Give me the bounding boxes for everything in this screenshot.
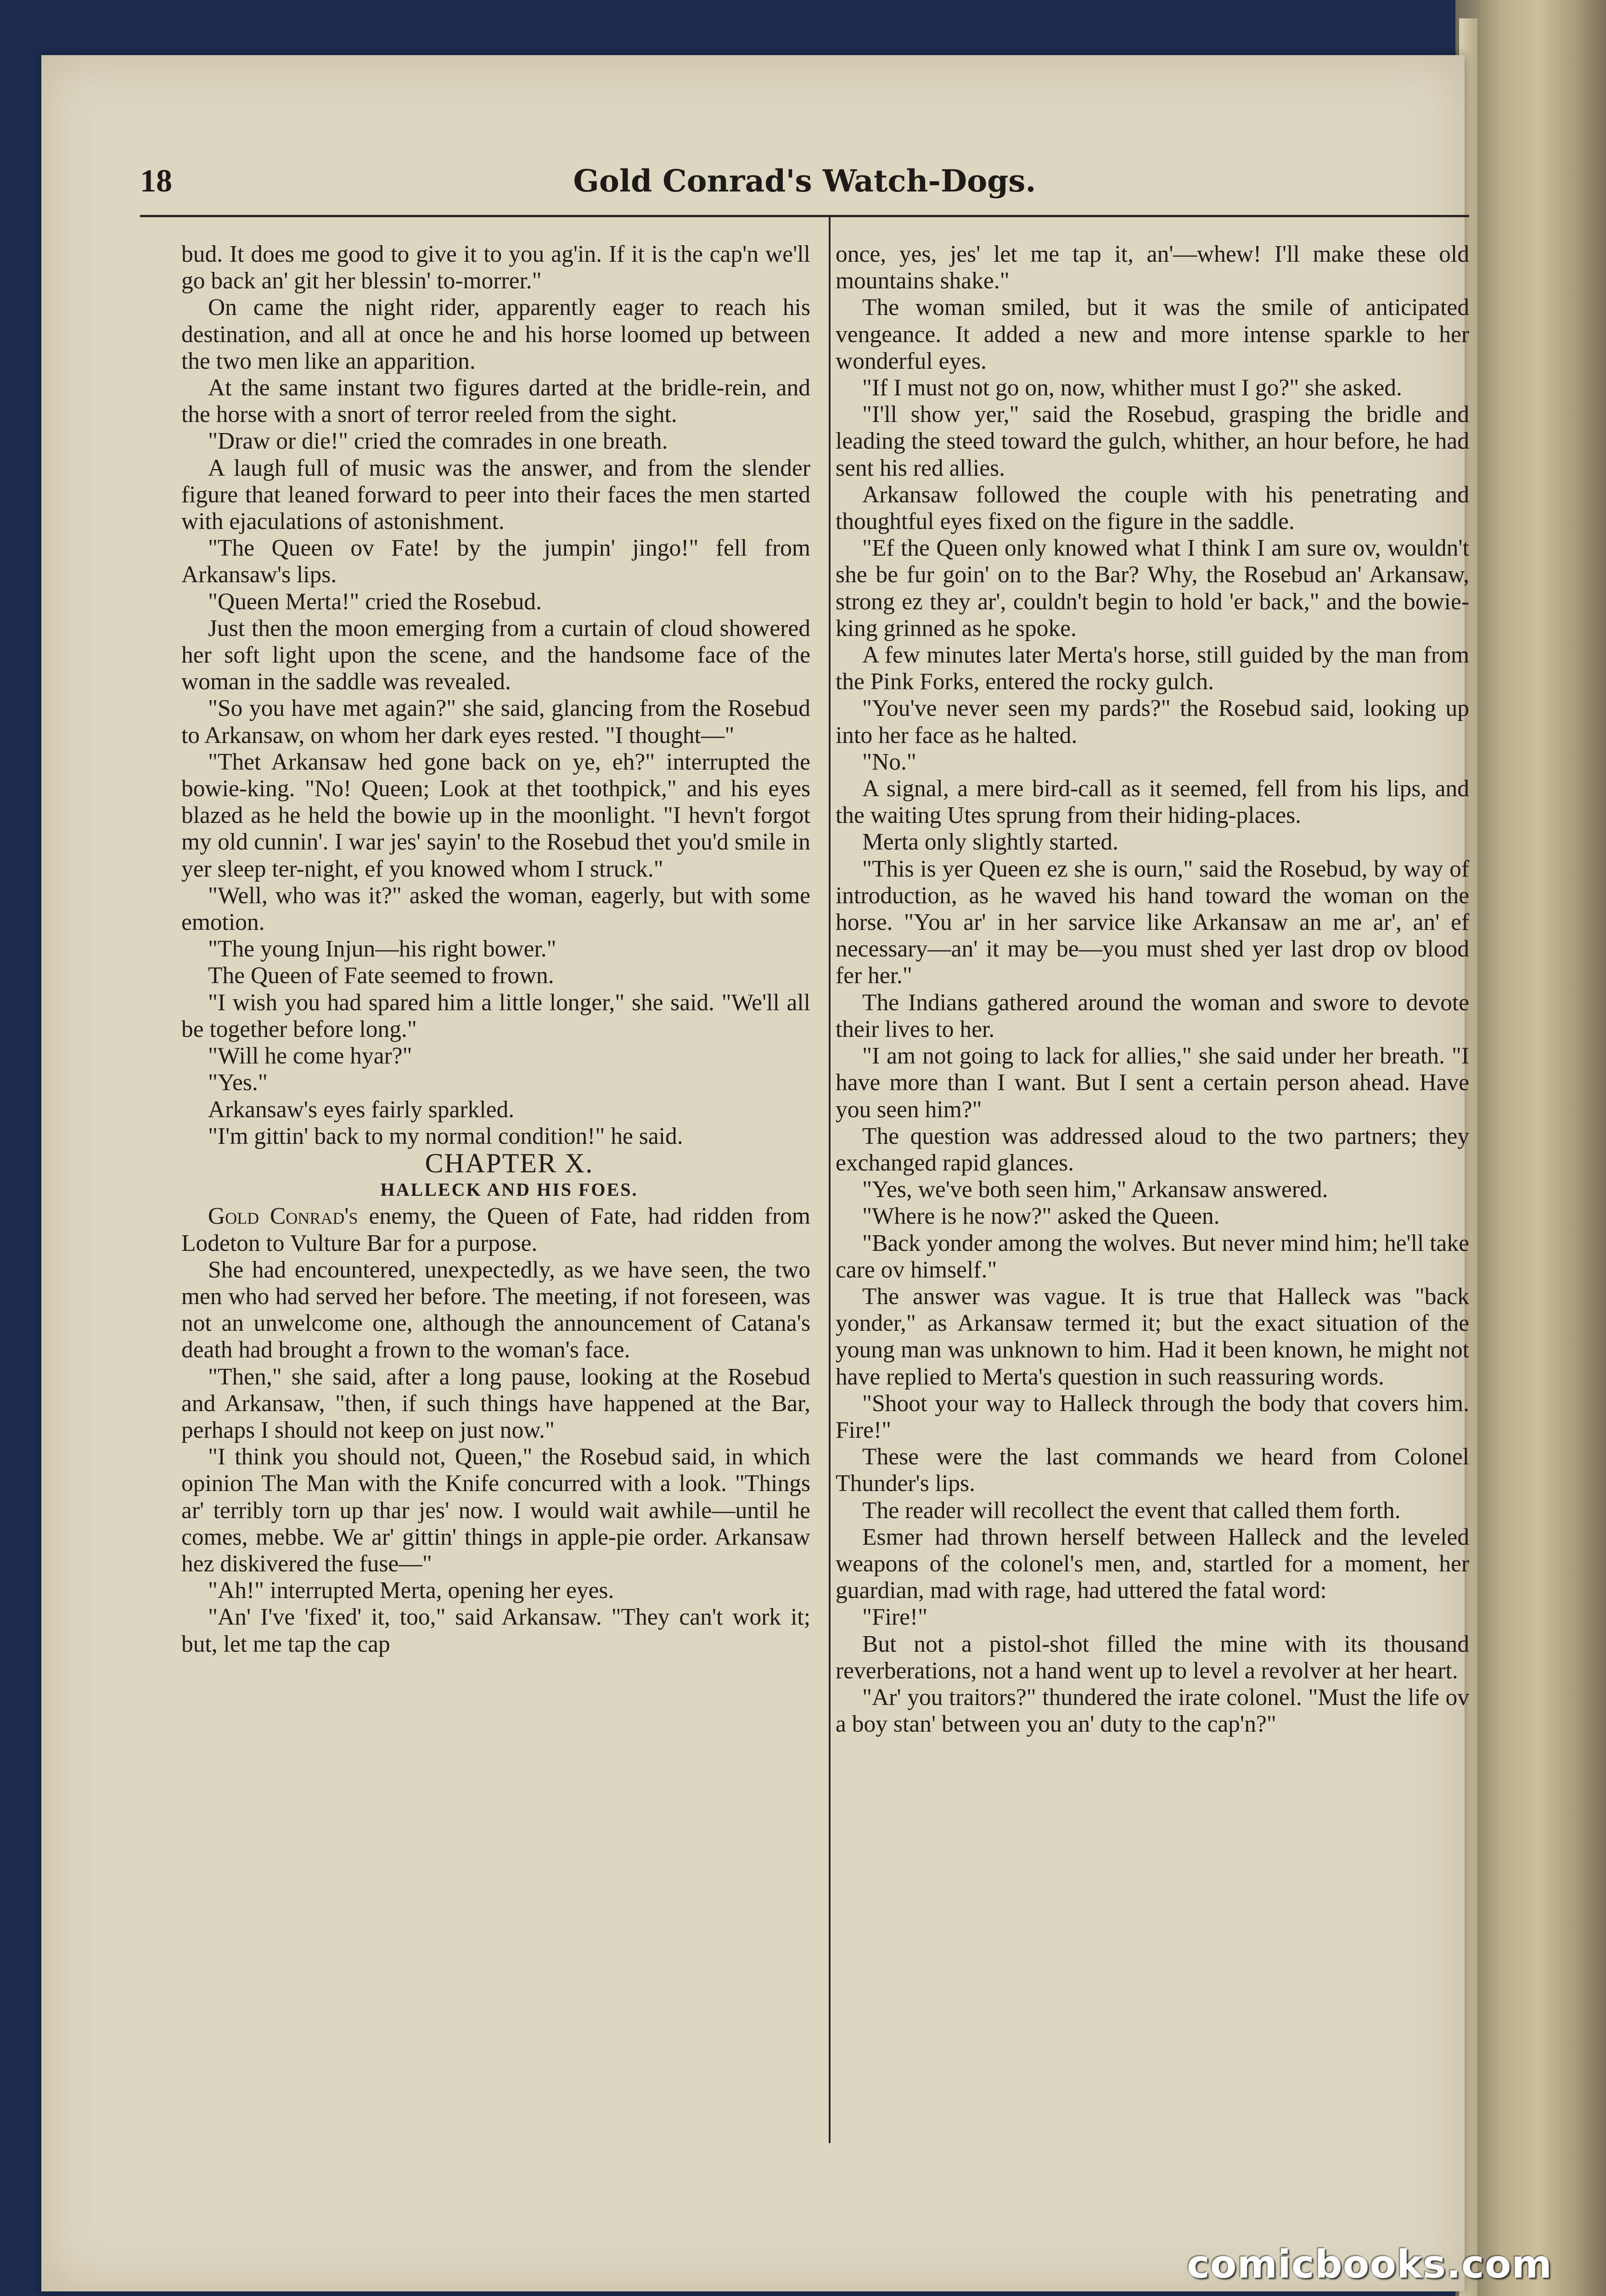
paragraph: "I am not going to lack for allies," she said under her breath. "I have more than I want. But I sent a certain person ahead. Have you seen him?" — [836, 1043, 1469, 1123]
paragraph: bud. It does me good to give it to you ag'in. If it is the cap'n we'll go back an' git her blessin' to-morrer." — [181, 241, 810, 294]
chapter-heading: CHAPTER X. — [425, 1148, 594, 1178]
paragraph: "Ar' you traitors?" thundered the irate colonel. "Must the life ov a boy stan' between you an' duty to the cap'n?" — [836, 1684, 1469, 1738]
column-divider — [829, 217, 831, 2143]
paragraph: The woman smiled, but it was the smile of anticipated vengeance. It added a new and more intense sparkle to her wonderful eyes. — [836, 294, 1469, 374]
paragraph: "Will he come hyar?" — [208, 1043, 412, 1069]
paragraph: "An' I've 'fixed' it, too," said Arkansaw. "They can't work it; but, let me tap the cap — [181, 1604, 810, 1657]
paragraph: At the same instant two figures darted at the bridle-rein, and the horse with a snort of terror reeled from the sight. — [181, 375, 810, 428]
paragraph: Merta only slightly started. — [862, 829, 1118, 855]
paragraph: "Ah!" interrupted Merta, opening her eyes. — [208, 1577, 614, 1604]
paragraph: "Thet Arkansaw hed gone back on ye, eh?" interrupted the bowie-king. "No! Queen; Look at thet toothpick," and his eyes blazed as he held the bowie up in the moonlight. "I hevn't forgot my old cunnin'. I war jes' sayin' to the Rosebud thet you'd smile in yer sleep ter-night, ef you knowed whom I struck." — [181, 748, 810, 882]
running-title: Gold Conrad's Watch-Dogs. — [573, 163, 1036, 199]
book-spine — [1455, 0, 1606, 2296]
paragraph: On came the night rider, apparently eager to reach his destination, and all at once he and his horse loomed up between the two men like an apparition. — [181, 294, 810, 374]
paragraph: Arkansaw's eyes fairly sparkled. — [208, 1096, 515, 1123]
paragraph: "Draw or die!" cried the comrades in one breath. — [208, 428, 668, 455]
paragraph: Esmer had thrown herself between Halleck and the leveled weapons of the colonel's men, and, startled for a moment, her guardian, mad with rage, had uttered the fatal word: — [836, 1524, 1469, 1604]
paragraph: "You've never seen my pards?" the Rosebud said, looking up into her face as he halted. — [836, 695, 1469, 748]
paragraph: The Queen of Fate seemed to frown. — [208, 962, 554, 989]
paragraph: "Then," she said, after a long pause, looking at the Rosebud and Arkansaw, "then, if such things have happened at the Bar, perhaps I should not keep on just now." — [181, 1363, 810, 1443]
paragraph: "I wish you had spared him a little longer," she said. "We'll all be together before long." — [181, 989, 810, 1042]
paragraph: The Indians gathered around the woman and swore to devote their lives to her. — [836, 989, 1469, 1042]
paragraph: "Queen Merta!" cried the Rosebud. — [208, 588, 542, 615]
paragraph: The question was addressed aloud to the two partners; they exchanged rapid glances. — [836, 1123, 1469, 1176]
paragraph: These were the last commands we heard from Colonel Thunder's lips. — [836, 1444, 1469, 1497]
paragraph: "No." — [862, 748, 916, 775]
paragraph: "Back yonder among the wolves. But never mind him; he'll take care ov himself." — [836, 1230, 1469, 1283]
header-rule — [140, 215, 1469, 217]
page-header — [140, 163, 1469, 199]
paragraph — [181, 1203, 810, 1256]
paragraph: "Yes." — [208, 1069, 268, 1096]
paragraph: "Fire!" — [862, 1604, 928, 1631]
right-column — [836, 241, 1469, 1738]
paragraph: The answer was vague. It is true that Halleck was "back yonder," as Arkansaw termed it; but the exact situation of the young man was unknown to him. Had it been known, he might not have replied to Merta's question in such reassuring words. — [836, 1283, 1469, 1390]
paragraph: A few minutes later Merta's horse, still guided by the man from the Pink Forks, entered the rocky gulch. — [836, 642, 1469, 695]
paragraph: "I'm gittin' back to my normal condition!" he said. — [208, 1123, 683, 1149]
paragraph: Arkansaw followed the couple with his penetrating and thoughtful eyes fixed on the figure in the saddle. — [836, 481, 1469, 535]
paragraph: "Well, who was it?" asked the woman, eagerly, but with some emotion. — [181, 882, 810, 936]
paragraph-text: enemy, the Queen of Fate, had ridden from Lodeton to Vulture Bar for a purpose. — [181, 1203, 810, 1256]
paragraph: "This is yer Queen ez she is ourn," said the Rosebud, by way of introduction, as he waved his hand toward the woman on the horse. "You ar' in her sarvice like Arkansaw an me ar', an' ef necessary—an' it may be—you must shed yer last drop ov blood fer her." — [836, 855, 1469, 989]
paragraph: "I think you should not, Queen," the Rosebud said, in which opinion The Man with the Knife concurred with a look. "Things ar' terribly torn up thar jes' now. I would wait awhile—until he comes, mebbe. We ar' gittin' things in apple-pie order. Arkansaw hez diskivered the fuse—" — [181, 1444, 810, 1577]
lead-in-smallcaps: Gold Conrad's — [208, 1203, 358, 1230]
paragraph: "I'll show yer," said the Rosebud, grasping the bridle and leading the steed toward the gulch, whither, an hour before, he had sent his red allies. — [836, 401, 1469, 481]
paragraph: once, yes, jes' let me tap it, an'—whew! I'll make these old mountains shake." — [836, 241, 1469, 294]
chapter-subtitle: HALLECK AND HIS FOES. — [380, 1179, 638, 1200]
page-number: 18 — [140, 163, 172, 199]
paragraph: "Yes, we've both seen him," Arkansaw answered. — [862, 1176, 1328, 1203]
paragraph: "The young Injun—his right bower." — [208, 936, 556, 962]
paragraph: Just then the moon emerging from a curtain of cloud showered her soft light upon the scene, and the handsome face of the woman in the saddle was revealed. — [181, 615, 810, 695]
paragraph: But not a pistol-shot filled the mine with its thousand reverberations, not a hand went up to level a revolver at her heart. — [836, 1631, 1469, 1684]
paragraph: "The Queen ov Fate! by the jumpin' jingo!" fell from Arkansaw's lips. — [181, 535, 810, 588]
paragraph: She had encountered, unexpectedly, as we have seen, the two men who had served her before. The meeting, if not foreseen, was not an unwelcome one, although the announcement of Catana's death had brought a frown to the woman's face. — [181, 1256, 810, 1363]
paragraph: "Shoot your way to Halleck through the body that covers him. Fire!" — [836, 1390, 1469, 1443]
paragraph: The reader will recollect the event that called them forth. — [862, 1497, 1401, 1524]
paragraph: A laugh full of music was the answer, and from the slender figure that leaned forward to peer into their faces the men started with ejaculations of astonishment. — [181, 455, 810, 535]
paragraph: "So you have met again?" she said, glancing from the Rosebud to Arkansaw, on whom her dark eyes rested. "I thought—" — [181, 695, 810, 748]
paragraph: "If I must not go on, now, whither must I go?" she asked. — [862, 375, 1402, 401]
paragraph: "Where is he now?" asked the Queen. — [862, 1203, 1220, 1230]
left-column — [181, 241, 810, 1658]
paragraph: A signal, a mere bird-call as it seemed, fell from his lips, and the waiting Utes sprung from their hiding-places. — [836, 776, 1469, 829]
paragraph: "Ef the Queen only knowed what I think I am sure ov, wouldn't she be fur goin' on to the Bar? Why, the Rosebud an' Arkansaw, strong ez they ar', couldn't begin to hold 'er back," and the bowie-king grinned as he spoke. — [836, 535, 1469, 642]
watermark: comicbooks.com — [1187, 2242, 1552, 2287]
